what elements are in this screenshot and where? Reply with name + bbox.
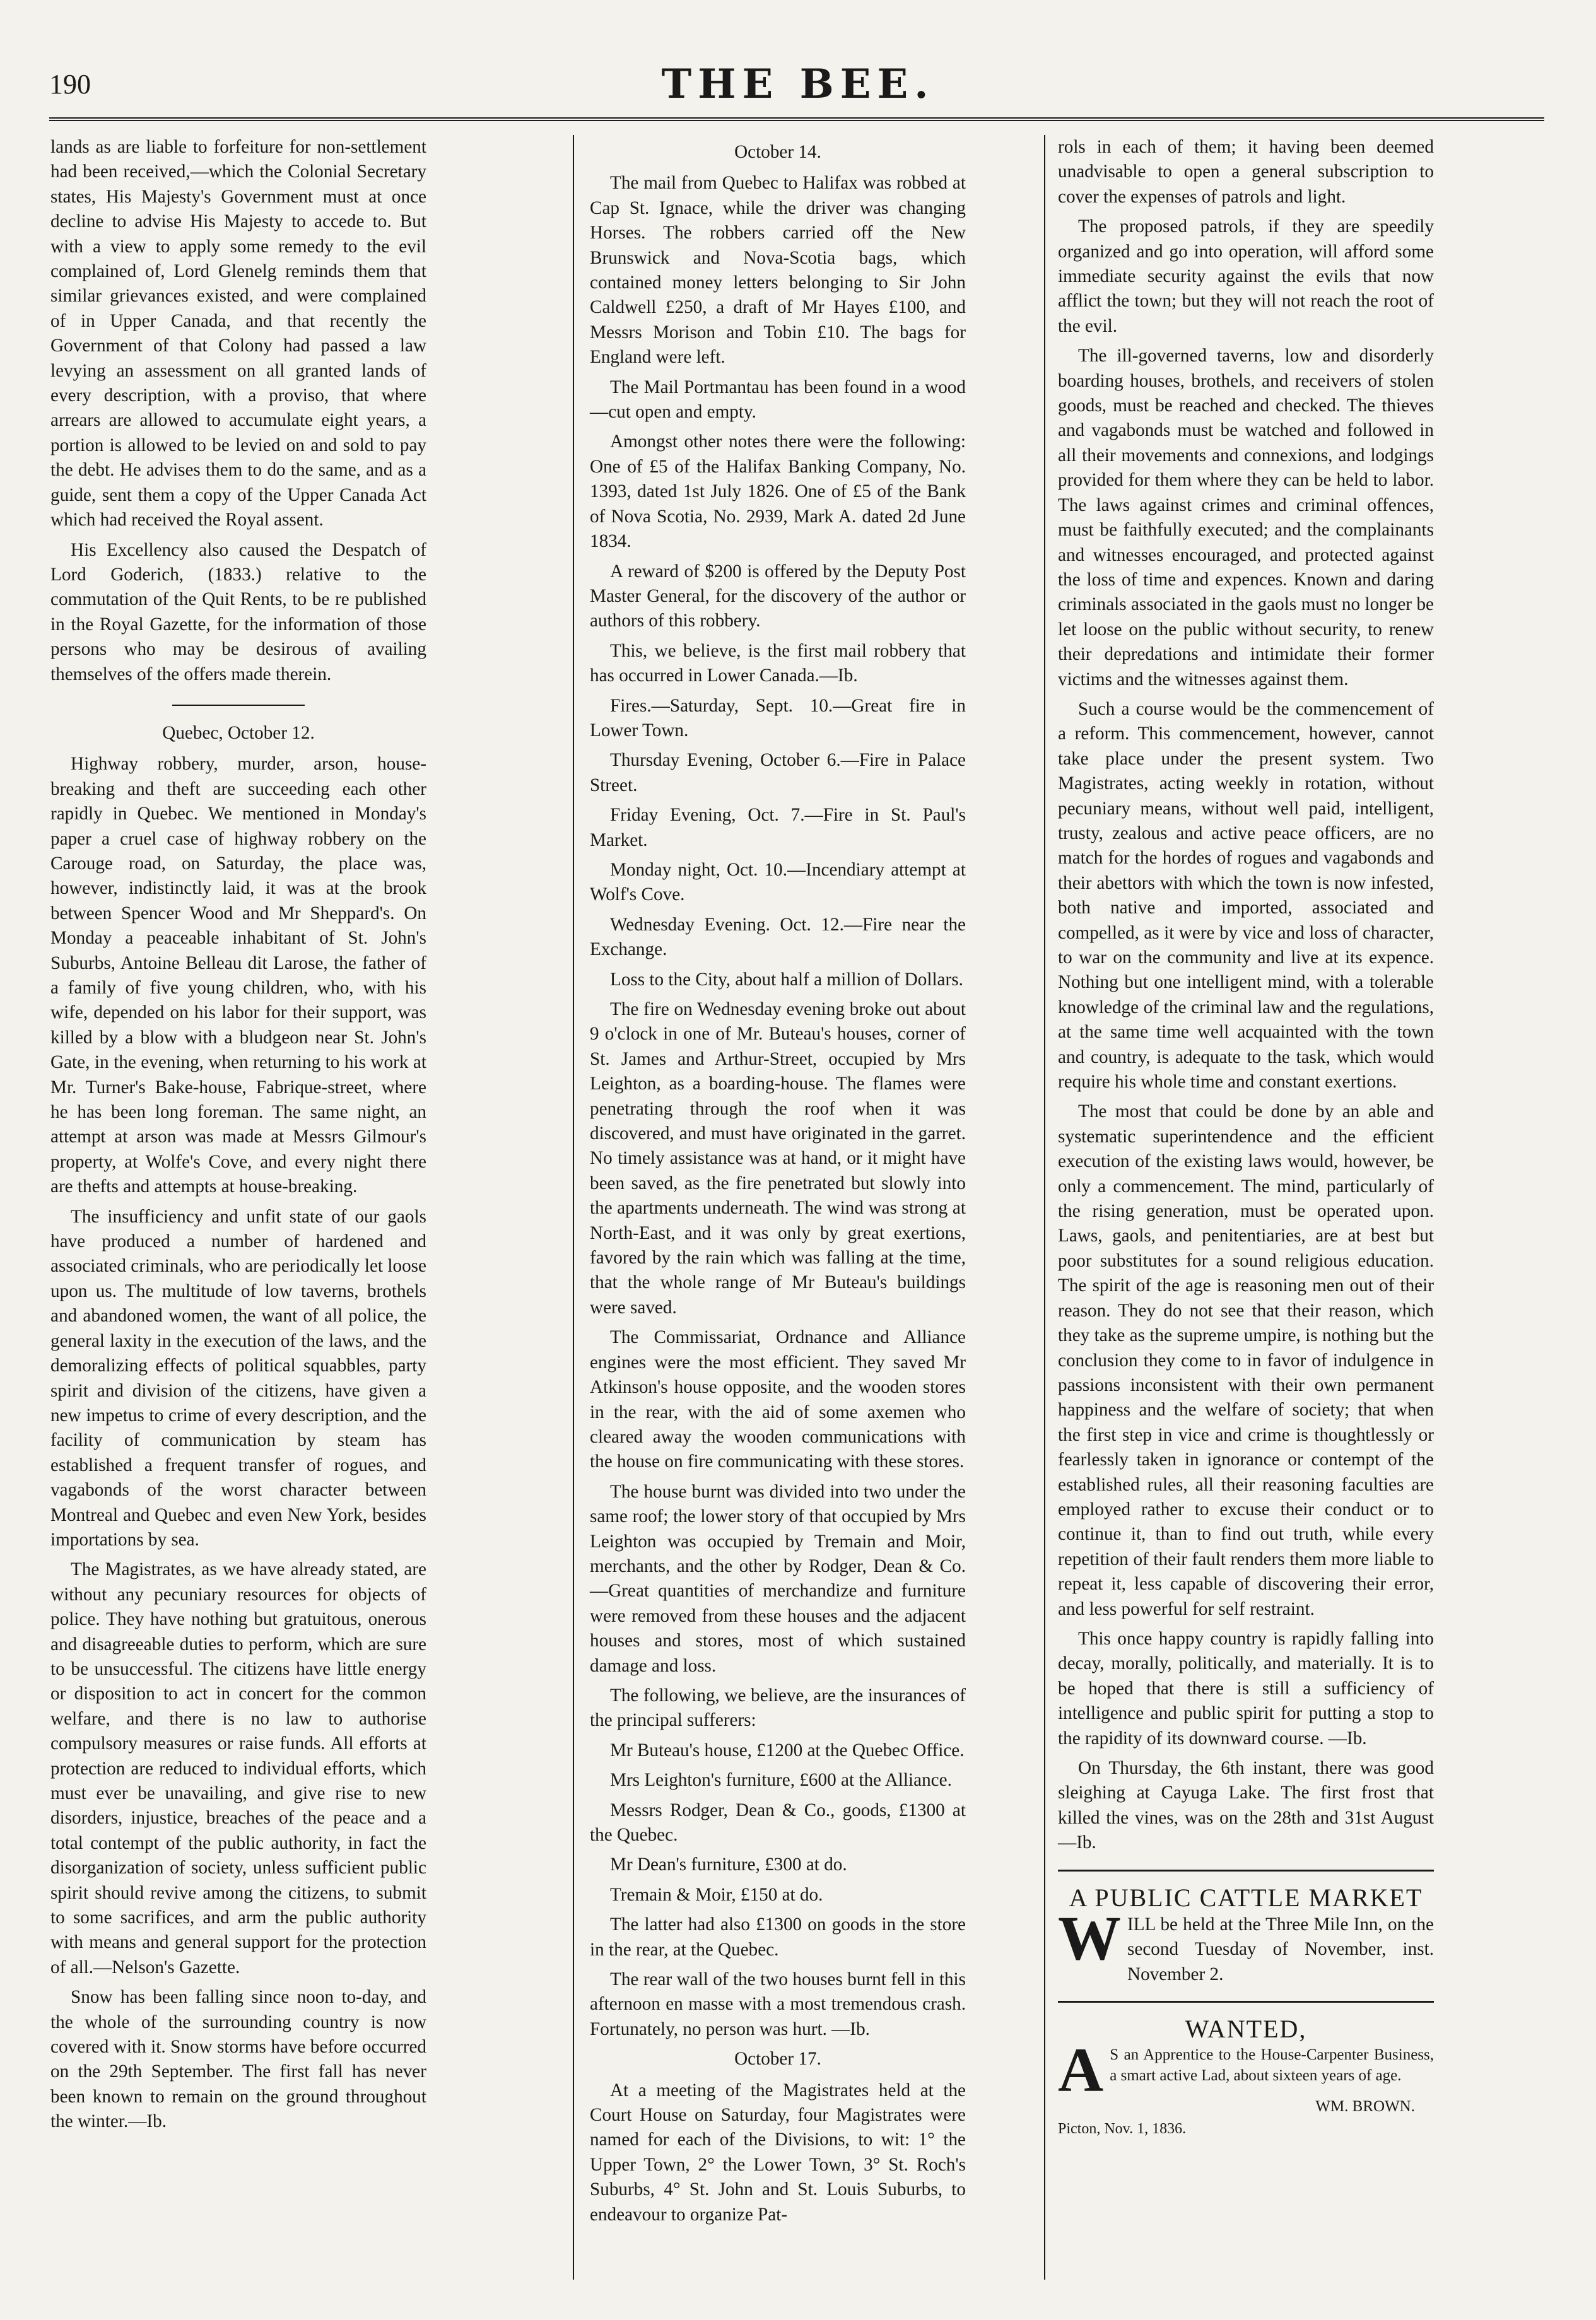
advert-rule [1058,2001,1434,2003]
article-paragraph: Thursday Evening, October 6.—Fire in Palace Street. [590,750,966,795]
section-divider [172,705,305,706]
article-paragraph: Messrs Rodger, Dean & Co., goods, £1300 at the Quebec. [590,1800,966,1845]
article-paragraph: Wednesday Evening. Oct. 12.—Fire near the Exchange. [590,914,966,960]
advert-body [1058,1903,1434,1987]
article-paragraph: Friday Evening, Oct. 7.—Fire in St. Paul's Market. [590,805,966,850]
column-divider [1044,135,1045,2280]
article-paragraph: The Magistrates, as we have already stated, are without any pecuniary resources for objects of police. They have nothing but gratuitous, onerous and disagreeable duties to perform, which are sure to be unsuccessful. The citizens have little energy or disposition to act in concert for the common welfare, and there is no law to authorise compulsory measures or raise funds. All efforts at protection are reduced to individual efforts, which must ever be unavailing, and give rise to new disorders, injustice, breaches of the peace and a total contempt of the public authority, in fact the disorganization of society, unless sufficient public spirit should revive among the citizens, to submit to some sacrifices, and arm the public authority with means and general support for the protection of all.—Nelson's Gazette. [50,1559,426,1977]
page-number: 190 [49,69,91,100]
drop-cap: A [1058,2034,1104,2105]
article-paragraph: This, we believe, is the first mail robbery that has occurred in Lower Canada.—Ib. [590,640,966,686]
article-paragraph: On Thursday, the 6th instant, there was good sleighing at Cayuga Lake. The first frost that killed the vines, was on the 28th and 31st August —Ib. [1058,1758,1434,1853]
advert-signature: WM. BROWN. [1315,2097,1415,2115]
article-paragraph: Amongst other notes there were the following: One of £5 of the Halifax Banking Company, No. 1393, dated 1st July 1826. One of £5 of the Bank of Nova Scotia, No. 2939, Mark A. dated 2d June 1834. [590,431,966,552]
header-rule [49,117,1544,121]
article-paragraph: Snow has been falling since noon to-day, and the whole of the surrounding country is now covered with it. Snow storms have before occurred on the 29th September. The first fall has never been known to remain on the ground throughout the winter.—Ib. [50,1987,426,2132]
article-paragraph: Mr Buteau's house, £1200 at the Quebec Office. [610,1740,965,1761]
dateline: Quebec, October 12. [162,722,315,743]
article-paragraph: The most that could be done by an able and systematic superintendence and the efficient execution of the existing laws would, however, be only a commencement. The mind, particularly of the rising generation, must be operated upon. Laws, gaols, and penitentiaries, are at best but poor substitutes for a sound religious education. The spirit of the age is reasoning men out of their reason. They do not see that their reason, which they take as the supreme umpire, is nothing but the conclusion they come to in favor of indulgence in passions inconsistent with their own permanent happiness and the welfare of society; that when the first step in vice and crime is thoughtlessly or fearlessly taken in ignorance or contempt of the established rules, all their reasoning faculties are employed rather to excuse their conduct or to continue it, than to find out truth, while every repetition of their fault renders them more liable to repeat it, less capable of discovering their error, and less powerful for self restraint. [1058,1101,1434,1619]
article-paragraph: Monday night, Oct. 10.—Incendiary attempt at Wolf's Cove. [590,859,966,905]
article-paragraph: This once happy country is rapidly falling into decay, morally, politically, and materially. It is to be hoped that there is still a sufficiency of intelligence and public spirit for putting a stop to the rapidity of its downward course. —Ib. [1058,1628,1434,1749]
column-3 [1058,135,1434,2141]
advert-body [1058,2034,1434,2105]
article-paragraph: The house burnt was divided into two under the same roof; the lower story of that occupied by Mrs Leighton was occupied by Tremain and Moir, merchants, and the other by Rodger, Dean & Co.—Great quantities of merchandize and furniture were removed from these houses and the adjacent houses and stores, most of which sustained damage and loss. [590,1481,966,1676]
masthead-title: THE BEE. [661,61,935,108]
article-paragraph: The insufficiency and unfit state of our gaols have produced a number of hardened and associated criminals, who are periodically let loose upon us. The multitude of low taverns, brothels and abandoned women, the want of all police, the general laxity in the execution of the laws, and the demoralizing effects of political squabbles, party spirit and division of the citizens, have given a new impetus to crime of every description, and the facility of communication by steam has established a frequent transfer of rogues, and vagabonds of the worst character between Montreal and Quebec and even New York, besides importations by sea. [50,1206,426,1550]
advert-rule [1058,1870,1434,1872]
advert-title: A PUBLIC CATTLE MARKET [1069,1883,1423,1912]
article-paragraph: lands as are liable to forfeiture for non-settlement had been received,—which the Colonial Secretary states, His Majesty's Government must at once decline to advise His Majesty to accede to. But with a view to apply some remedy to the evil complained of, Lord Glenelg reminds them that similar grievances existed, and were complained of in Upper Canada, and that recently the Government of that Colony had passed a law levying an assessment on all granted lands of every description, with a proviso, that where arrears are allowed to accumulate eight years, a portion is allowed to be levied on and sold to pay the debt. He advises them to do the same, and as a guide, sent them a copy of the Upper Canada Act which had received the Royal assent. [50,137,426,530]
article-paragraph: Tremain & Moir, £150 at do. [610,1884,823,1905]
article-paragraph: The fire on Wednesday evening broke out about 9 o'clock in one of Mr. Buteau's houses, corner of St. James and Arthur-Street, occupied by Mrs Leighton, as a boarding-house. The flames were penetrating through the roof when it was discovered, and must have originated in the garret. No timely assistance was at hand, or it might have been saved, as the fire penetrated but slowly into the apartments underneath. The wind was strong at North-East, and it was only by great exertions, favored by the rain which was falling at the time, that the whole range of Mr Buteau's buildings were saved. [590,999,966,1318]
article-paragraph: Mrs Leighton's furniture, £600 at the Alliance. [610,1770,952,1791]
article-paragraph: The proposed patrols, if they are speedily organized and go into operation, will afford some immediate security against the evils that now afflict the town; but they will not reach the root of the evil. [1058,216,1434,336]
article-paragraph: Loss to the City, about half a million of Dollars. [610,969,963,990]
article-paragraph: Mr Dean's furniture, £300 at do. [610,1854,847,1875]
advert-text: ILL be held at the Three Mile Inn, on the second Tuesday of November, inst. November 2. [1127,1914,1434,1984]
article-paragraph: The latter had also £1300 on goods in the store in the rear, at the Quebec. [590,1914,966,1960]
column-divider [573,135,574,2280]
article-paragraph: rols in each of them; it having been deemed unadvisable to open a general subscription to cover the expenses of patrols and light. [1058,137,1434,207]
article-paragraph: A reward of $200 is offered by the Deputy Post Master General, for the discovery of the author or authors of this robbery. [590,561,966,631]
column-1 [50,135,426,2140]
advert-title: WANTED, [1185,2015,1307,2044]
article-paragraph: The following, we believe, are the insurances of the principal sufferers: [590,1685,966,1731]
article-paragraph: His Excellency also caused the Despatch of Lord Goderich, (1833.) relative to the commutation of the Quit Rents, to be re published in the Royal Gazette, for the information of those persons who may be desirous of availing themselves of the offers made therein. [50,539,426,684]
article-paragraph: The mail from Quebec to Halifax was robbed at Cap St. Ignace, while the driver was changing Horses. The robbers carried off the New Brunswick and Nova-Scotia bags, which contained money letters belonging to Sir John Caldwell £250, a draft of Mr Hayes £100, and Messrs Morison and Tobin £10. The bags for England were left. [590,173,966,368]
article-paragraph: Highway robbery, murder, arson, house-breaking and theft are succeeding each other rapidly in Quebec. We mentioned in Monday's paper a cruel case of highway robbery on the Carouge road, on Saturday, the place was, however, indistinctly laid, it was at the brook between Spencer Wood and Mr Sheppard's. On Monday a peaceable inhabitant of St. John's Suburbs, Antoine Belleau dit Larose, the father of a family of five young children, who, with his wife, depended on his labor for their support, was killed by a blow with a bludgeon near St. John's Gate, in the evening, when returning to his work at Mr. Turner's Bake-house, Fabrique-street, where he has been long foreman. The same night, an attempt at arson was made at Messrs Gilmour's property, at Wolfe's Cove, and every night there are thefts and attempts at house-breaking. [50,754,426,1197]
article-paragraph: Fires.—Saturday, Sept. 10.—Great fire in Lower Town. [590,695,966,741]
dateline: October 17. [734,2049,821,2070]
article-paragraph: The ill-governed taverns, low and disorderly boarding houses, brothels, and receivers of stolen goods, must be reached and checked. The thieves and vagabonds must be watched and followed in all their movements and connexions, and lodgings provided for them where they can be held to labor. The laws against crimes and criminal offences, must be faithfully executed; and the complainants and witnesses encouraged, and protected against the loss of time and expences. Known and daring criminals associated in the gaols must no longer be let loose on the public without security, to renew their depredations and intimidate their former victims and the witnesses against them. [1058,346,1434,689]
article-paragraph: The rear wall of the two houses burnt fell in this afternoon en masse with a most tremendous crash. Fortunately, no person was hurt. —Ib. [590,1969,966,2039]
article-paragraph: Such a course would be the commencement of a reform. This commencement, however, cannot take place under the present system. Two Magistrates, acting weekly in rotation, without pecuniary means, without well paid, intelligent, trusty, zealous and active peace officers, are no match for the hordes of rogues and vagabonds and their abettors with which the town is now infested, both native and imported, associated and compelled, as it were by vice and loss of character, to war on the community and live at its expence. Nothing but one intelligent mind, with a tolerable knowledge of the criminal law and the regulations, at the same time well acquainted with the town and country, is adequate to the task, which would require his whole time and constant exertions. [1058,698,1434,1093]
dateline: October 14. [734,142,821,162]
advert-place-date: Picton, Nov. 1, 1836. [1058,2120,1187,2137]
article-paragraph: The Mail Portmantau has been found in a wood—cut open and empty. [590,377,966,423]
drop-cap: W [1058,1903,1121,1974]
advert-text: S an Apprentice to the House-Carpenter Business, a smart active Lad, about sixteen years of age. [1110,2046,1434,2084]
article-paragraph: The Commissariat, Ordnance and Alliance engines were the most efficient. They saved Mr Atkinson's house opposite, and the wooden stores in the rear, with the aid of some axemen who cleared away the wooden communications with the house on fire communicating with these stores. [590,1327,966,1472]
column-2 [590,135,966,2232]
article-paragraph: At a meeting of the Magistrates held at the Court House on Saturday, four Magistrates were named for each of the Divisions, to wit: 1° the Upper Town, 2° the Lower Town, 3° St. Roch's Suburbs, 4° St. John and St. Louis Suburbs, to endeavour to organize Pat- [590,2080,966,2225]
